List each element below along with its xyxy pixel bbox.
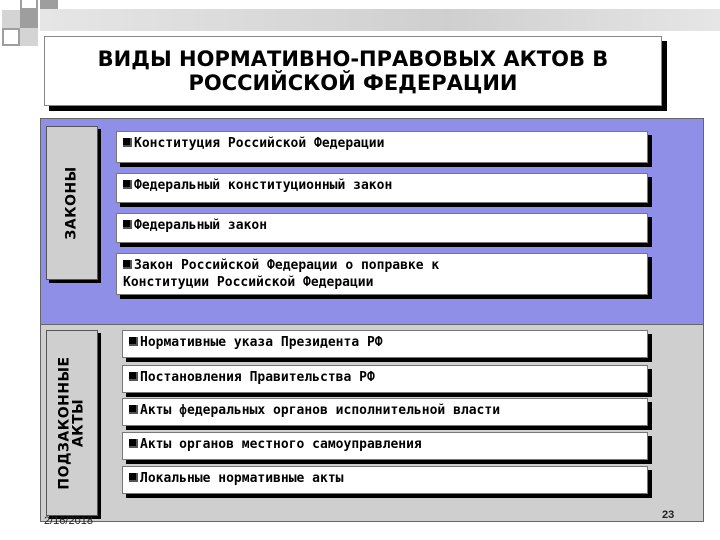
laws-label: ЗАКОНЫ — [64, 166, 81, 240]
subordinate-item-4: Акты органов местного самоуправления — [122, 432, 648, 460]
decor-square-outline — [20, 0, 38, 10]
decor-square — [20, 10, 38, 28]
subordinate-label: ПОДЗАКОННЫЕ АКТЫ — [57, 356, 87, 490]
laws-item-1: Конституция Российской Федерации — [116, 131, 648, 163]
square-bullet-icon — [129, 405, 138, 414]
decor-square — [2, 10, 20, 28]
footer-date: 2/16/2018 — [44, 515, 93, 527]
decor-square-outline — [2, 28, 20, 46]
subordinate-item-2: Постановления Правительства РФ — [122, 365, 648, 393]
laws-item-4: Закон Российской Федерации о поправке к Конституции Российской Федерации — [116, 253, 648, 295]
square-bullet-icon — [123, 138, 132, 147]
header-bar — [40, 9, 720, 31]
square-bullet-icon — [129, 337, 138, 346]
laws-item-3: Федеральный закон — [116, 213, 648, 243]
decor-square — [20, 28, 38, 46]
square-bullet-icon — [123, 180, 132, 189]
square-bullet-icon — [129, 473, 138, 482]
page-title: ВИДЫ НОРМАТИВНО-ПРАВОВЫХ АКТОВ В РОССИЙСКОЙ ФЕДЕРАЦИИ — [97, 47, 609, 95]
laws-label-box — [46, 126, 98, 280]
subordinate-item-1: Нормативные указа Президента РФ — [122, 330, 648, 358]
square-bullet-icon — [123, 260, 132, 269]
subordinate-label-box — [46, 330, 98, 516]
subordinate-item-5: Локальные нормативные акты — [122, 466, 648, 494]
square-bullet-icon — [129, 372, 138, 381]
laws-item-2: Федеральный конституционный закон — [116, 173, 648, 203]
square-bullet-icon — [123, 220, 132, 229]
square-bullet-icon — [129, 439, 138, 448]
title-box — [44, 36, 662, 106]
page-number: 23 — [662, 509, 675, 521]
subordinate-item-3: Акты федеральных органов исполнительной власти — [122, 398, 648, 426]
